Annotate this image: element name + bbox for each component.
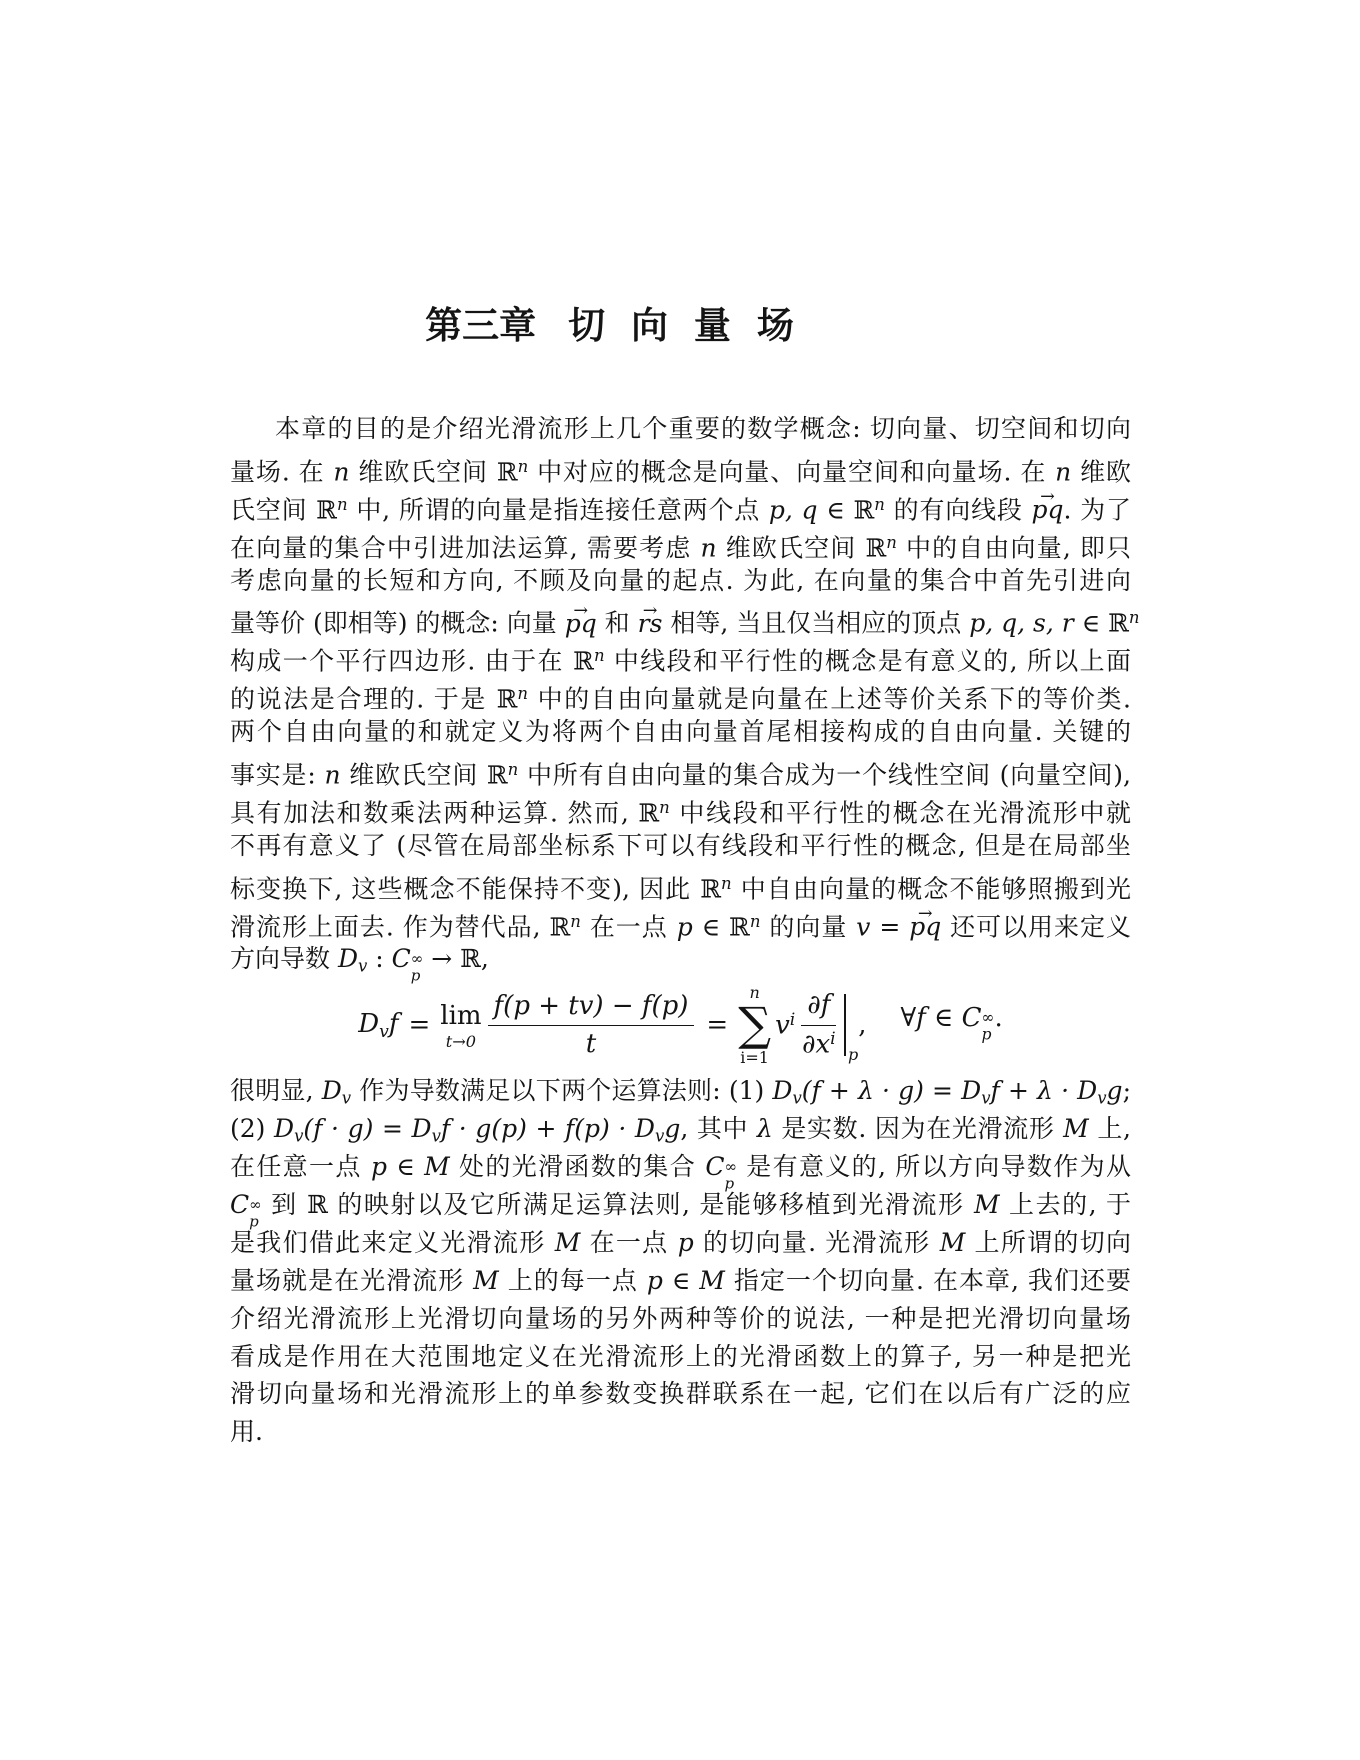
text-run: 和 xyxy=(596,608,638,638)
text-run: 指定一个切向量. 在本章, 我们还要 xyxy=(724,1265,1131,1295)
formula-lhs xyxy=(358,1009,398,1042)
math-symbol: ℝ xyxy=(549,911,571,941)
limit xyxy=(440,1001,481,1050)
smooth-function-space xyxy=(962,1003,995,1048)
math-run: g xyxy=(664,1114,681,1144)
function-f: f xyxy=(388,1008,399,1039)
text-line xyxy=(230,1413,1131,1451)
text-line xyxy=(230,410,1131,448)
math-symbol: ℝ xyxy=(638,798,660,828)
math-run: D xyxy=(337,944,358,974)
math-run: λ xyxy=(756,1114,773,1144)
text-line xyxy=(230,1072,1131,1110)
text-run: 处的光滑函数的集合 xyxy=(449,1152,706,1182)
text-run: 用. xyxy=(230,1417,263,1447)
math-symbol: ℝ xyxy=(496,457,518,487)
text-run: 不再有意义了 (尽管在局部坐标系下可以有线段和平行性的概念, 但是在局部坐 xyxy=(230,830,1131,860)
subscript: v xyxy=(341,1088,352,1108)
math-symbol: ℝ xyxy=(316,495,337,525)
display-formula xyxy=(230,978,1131,1072)
text-run: 中自由向量的概念不能够照搬到光 xyxy=(731,873,1131,903)
text-run: 方向导数 xyxy=(230,944,338,974)
superscript-i: i xyxy=(830,1028,836,1049)
text-line xyxy=(230,713,1131,751)
infinity-superscript: ∞ xyxy=(981,1008,995,1027)
forall-clause xyxy=(900,1003,1002,1048)
text-run: 维欧氏空间 xyxy=(716,532,866,562)
text-run: 具有加法和数乘法两种运算. 然而, xyxy=(230,798,639,828)
math-symbol: ∈ ℝ xyxy=(692,911,750,941)
text-line xyxy=(230,524,1131,562)
chapter-number: 第三章 xyxy=(425,303,537,347)
text-run: 滑流形上面去. 作为替代品, xyxy=(230,911,550,941)
math-run: (f + λ · g) = D xyxy=(801,1076,982,1106)
math-run: n xyxy=(700,532,717,562)
subscript: v xyxy=(654,1126,665,1146)
sup-sub-expression: C ∞ p xyxy=(391,944,424,985)
function-f: f xyxy=(916,1002,926,1033)
text-line xyxy=(230,1224,1131,1262)
text-line xyxy=(230,940,1131,985)
text-line xyxy=(230,789,1131,827)
math-run: (f · g) = D xyxy=(303,1114,432,1144)
math-symbol: ℝ xyxy=(865,532,887,562)
text-run: 的向量 xyxy=(760,911,857,941)
superscript: n xyxy=(886,532,897,552)
operator-D: D xyxy=(358,1008,380,1039)
text-run: 标变换下, 这些概念不能保持不变), 因此 xyxy=(230,873,701,903)
text-run: 在一点 xyxy=(580,1227,678,1257)
math-run: D xyxy=(772,1076,793,1106)
text-run: 量场. 在 xyxy=(230,457,334,487)
text-run: 上所谓的切向 xyxy=(965,1227,1132,1257)
text-run: 本章的目的是介绍光滑流形上几个重要的数学概念: 切向量、切空间和切向 xyxy=(275,414,1131,443)
space-C: C xyxy=(961,1002,982,1033)
superscript: n xyxy=(517,684,529,704)
math-run: v xyxy=(856,911,871,941)
math-symbol: ℝ xyxy=(573,646,594,676)
partial-x: ∂x xyxy=(802,1029,831,1060)
subscript: v xyxy=(792,1088,802,1108)
text-run: 构成一个平行四边形. 由于在 xyxy=(230,646,574,676)
superscript: n xyxy=(1128,608,1140,628)
sup-sub-expression: C ∞ p xyxy=(230,1190,262,1231)
forall-symbol: ∀ xyxy=(900,1002,917,1033)
text-run: 考虑向量的长短和方向, 不顾及向量的起点. 为此, 在向量的集合中首先引进向 xyxy=(230,565,1131,595)
summation-lower-limit: i=1 xyxy=(740,1047,769,1067)
partial-denominator xyxy=(802,1026,836,1061)
sup-sub-expression: C ∞ p xyxy=(705,1152,738,1193)
text-run: ; xyxy=(1122,1076,1131,1106)
vector-pq: pq → xyxy=(909,908,941,946)
superscript: n xyxy=(659,797,670,817)
period: . xyxy=(994,1002,1003,1033)
superscript: n xyxy=(874,494,885,514)
point-subscript: p xyxy=(981,1025,992,1044)
vector-pq: pq → xyxy=(565,605,597,643)
text-run: 的说法是合理的. 于是 xyxy=(230,684,497,714)
math-symbol: ℝ xyxy=(496,684,518,714)
text-run: 介绍光滑流形上光滑切向量场的另外两种等价的说法, 一种是把光滑切向量场 xyxy=(230,1303,1131,1333)
text-run: 中线段和平行性的概念在光滑流形中就 xyxy=(669,798,1131,828)
math-symbol: ∈ xyxy=(387,1152,425,1182)
math-run: f + λ · D xyxy=(990,1076,1098,1106)
math-run: p, q xyxy=(768,495,818,525)
math-run: D xyxy=(274,1114,295,1144)
math-run: D xyxy=(321,1076,342,1106)
text-run: 在任意一点 xyxy=(230,1152,371,1182)
text-run: 看成是作用在大范围地定义在光滑流形上的光滑函数上的算子, 另一种是把光 xyxy=(230,1341,1131,1371)
text-run: , 其中 xyxy=(680,1114,757,1144)
text-run: , xyxy=(480,944,489,974)
text-run: 到 xyxy=(261,1190,308,1220)
math-run: M xyxy=(554,1227,581,1257)
superscript: n xyxy=(517,456,529,476)
math-run: p, q, s, r xyxy=(969,608,1074,638)
summation-upper-limit: n xyxy=(749,983,760,1003)
math-run: g xyxy=(1106,1076,1123,1106)
text-run: 在向量的集合中引进加法运算, 需要考虑 xyxy=(230,532,701,562)
math-run: n xyxy=(324,760,341,790)
text-line xyxy=(230,751,1131,789)
math-symbol: ℝ xyxy=(486,760,508,790)
component-term xyxy=(775,1010,795,1041)
evaluation-point: p xyxy=(847,1045,859,1065)
text-run: 中所有自由向量的集合成为一个线性空间 (向量空间), xyxy=(518,760,1131,790)
text-line xyxy=(230,827,1131,865)
math-run: p xyxy=(371,1152,388,1182)
vector-pq: pq → xyxy=(1031,491,1063,529)
limit-subscript: t→0 xyxy=(445,1031,477,1051)
text-run: 中对应的概念是向量、向量空间和向量场. 在 xyxy=(528,457,1056,487)
text-run: 在一点 xyxy=(580,911,677,941)
text-run: 维欧 xyxy=(1071,457,1131,487)
paragraph-rules xyxy=(230,1072,1131,1451)
text-line xyxy=(230,865,1131,903)
math-run: n xyxy=(1055,457,1072,487)
text-line xyxy=(230,486,1131,524)
partial-derivative-fraction xyxy=(801,990,836,1060)
math-run: M xyxy=(939,1227,966,1257)
text-run: 量等价 (即相等) 的概念: 向量 xyxy=(230,608,565,638)
text-run: 氏空间 xyxy=(230,495,317,525)
superscript-i: i xyxy=(789,1010,796,1031)
text-line xyxy=(230,1262,1131,1300)
text-run: 中的自由向量, 即只 xyxy=(896,532,1132,562)
chapter-name: 切 向 量 场 xyxy=(568,303,796,347)
superscript: n xyxy=(593,646,605,666)
text-line xyxy=(230,1110,1131,1148)
sigma-symbol: ∑ xyxy=(738,997,772,1052)
text-run: 事实是: xyxy=(230,760,325,790)
text-run: 的切向量. 光滑流形 xyxy=(693,1227,940,1257)
text-run: 中线段和平行性的概念是有意义的, 所以上面 xyxy=(604,646,1132,676)
math-run: M xyxy=(699,1265,725,1295)
text-run: 还可以用来定义 xyxy=(941,911,1131,941)
text-run: 维欧氏空间 xyxy=(340,760,487,790)
math-symbol: ℝ xyxy=(700,873,722,903)
text-run: 中, 所谓的向量是指连接任意两个点 xyxy=(347,495,769,525)
math-run: n xyxy=(333,457,350,487)
text-block xyxy=(230,0,1140,1451)
math-run: M xyxy=(973,1190,1000,1220)
text-line xyxy=(230,637,1131,675)
math-run: M xyxy=(473,1265,499,1295)
paragraph-intro xyxy=(230,410,1140,985)
superscript: n xyxy=(570,911,581,931)
math-symbol: ∈ ℝ xyxy=(817,495,875,525)
subscript: v xyxy=(294,1126,304,1146)
text-line xyxy=(230,903,1131,941)
superscript: n xyxy=(336,494,348,514)
subscript: v xyxy=(981,1088,991,1108)
subscript: v xyxy=(431,1126,441,1146)
chapter-title xyxy=(160,303,1061,347)
math-run: M xyxy=(424,1152,450,1182)
vector-rs: rs → xyxy=(638,605,663,643)
variable-v: v xyxy=(775,1010,790,1041)
text-run: 很明显, xyxy=(230,1076,322,1106)
math-symbol: ℝ xyxy=(307,1190,328,1220)
fraction-numerator: f(p + tv) − f(p) xyxy=(488,991,695,1026)
text-run: 上, xyxy=(1088,1114,1131,1144)
fraction-denominator: t xyxy=(585,1028,597,1059)
text-line xyxy=(230,1338,1131,1376)
math-symbol: : xyxy=(367,944,392,974)
math-run: p xyxy=(677,1227,694,1257)
text-run: 量场就是在光滑流形 xyxy=(230,1265,474,1295)
text-line xyxy=(230,448,1131,486)
subscript-v: v xyxy=(379,1021,389,1042)
text-line xyxy=(230,1300,1131,1338)
math-run: f · g(p) + f(p) · D xyxy=(440,1114,655,1144)
text-run: 上去的, 于 xyxy=(999,1190,1131,1220)
text-run: 相等, 当且仅当相应的顶点 xyxy=(662,608,970,638)
text-run: 是实数. 因为在光滑流形 xyxy=(772,1114,1064,1144)
text-run: 是有意义的, 所以方向导数作为从 xyxy=(737,1152,1131,1182)
text-run: 是我们借此来定义光滑流形 xyxy=(230,1227,555,1257)
text-line xyxy=(230,1186,1131,1231)
text-run: . 为了 xyxy=(1063,495,1131,525)
text-run: 的有向线段 xyxy=(884,495,1032,525)
superscript: n xyxy=(721,873,732,893)
partial-numerator: ∂f xyxy=(801,990,836,1025)
text-line xyxy=(230,562,1131,600)
subscript: v xyxy=(358,957,368,977)
text-run: 滑切向量场和光滑流形上的单参数变换群联系在一起, 它们在以后有广泛的应 xyxy=(230,1379,1131,1409)
text-line xyxy=(230,1375,1131,1413)
text-run: 中的自由向量就是向量在上述等价关系下的等价类. xyxy=(528,684,1132,714)
text-run: 两个自由向量的和就定义为将两个自由向量首尾相接构成的自由向量. 关键的 xyxy=(230,717,1131,747)
text-line xyxy=(230,675,1131,713)
subscript: v xyxy=(1097,1088,1107,1108)
math-symbol: = xyxy=(870,911,910,941)
math-run: M xyxy=(1063,1114,1089,1144)
text-run: 的映射以及它所满足运算法则, 是能够移植到光滑流形 xyxy=(327,1190,974,1220)
limit-label: lim xyxy=(440,1000,482,1031)
summation xyxy=(738,985,771,1066)
text-run: 维欧氏空间 xyxy=(349,457,497,487)
equals-sign: = xyxy=(706,1010,729,1041)
text-run: (2) xyxy=(230,1114,275,1144)
math-symbol: → ℝ xyxy=(423,944,481,974)
difference-quotient-fraction xyxy=(488,991,695,1060)
math-symbol: ∈ xyxy=(662,1265,700,1295)
text-run: 作为导数满足以下两个运算法则: (1) xyxy=(351,1076,773,1106)
comma: , xyxy=(858,1010,867,1041)
math-run: p xyxy=(676,911,693,941)
math-symbol: ∈ ℝ xyxy=(1073,608,1129,638)
text-run: 上的每一点 xyxy=(498,1265,647,1295)
text-line xyxy=(230,599,1140,638)
superscript: n xyxy=(507,760,519,780)
superscript: n xyxy=(749,911,761,931)
text-line xyxy=(230,1148,1131,1193)
math-run: p xyxy=(646,1265,663,1295)
evaluation-bar xyxy=(844,994,859,1065)
element-of-symbol: ∈ xyxy=(934,1002,954,1033)
equals-sign: = xyxy=(408,1010,431,1041)
vertical-bar xyxy=(844,994,846,1056)
